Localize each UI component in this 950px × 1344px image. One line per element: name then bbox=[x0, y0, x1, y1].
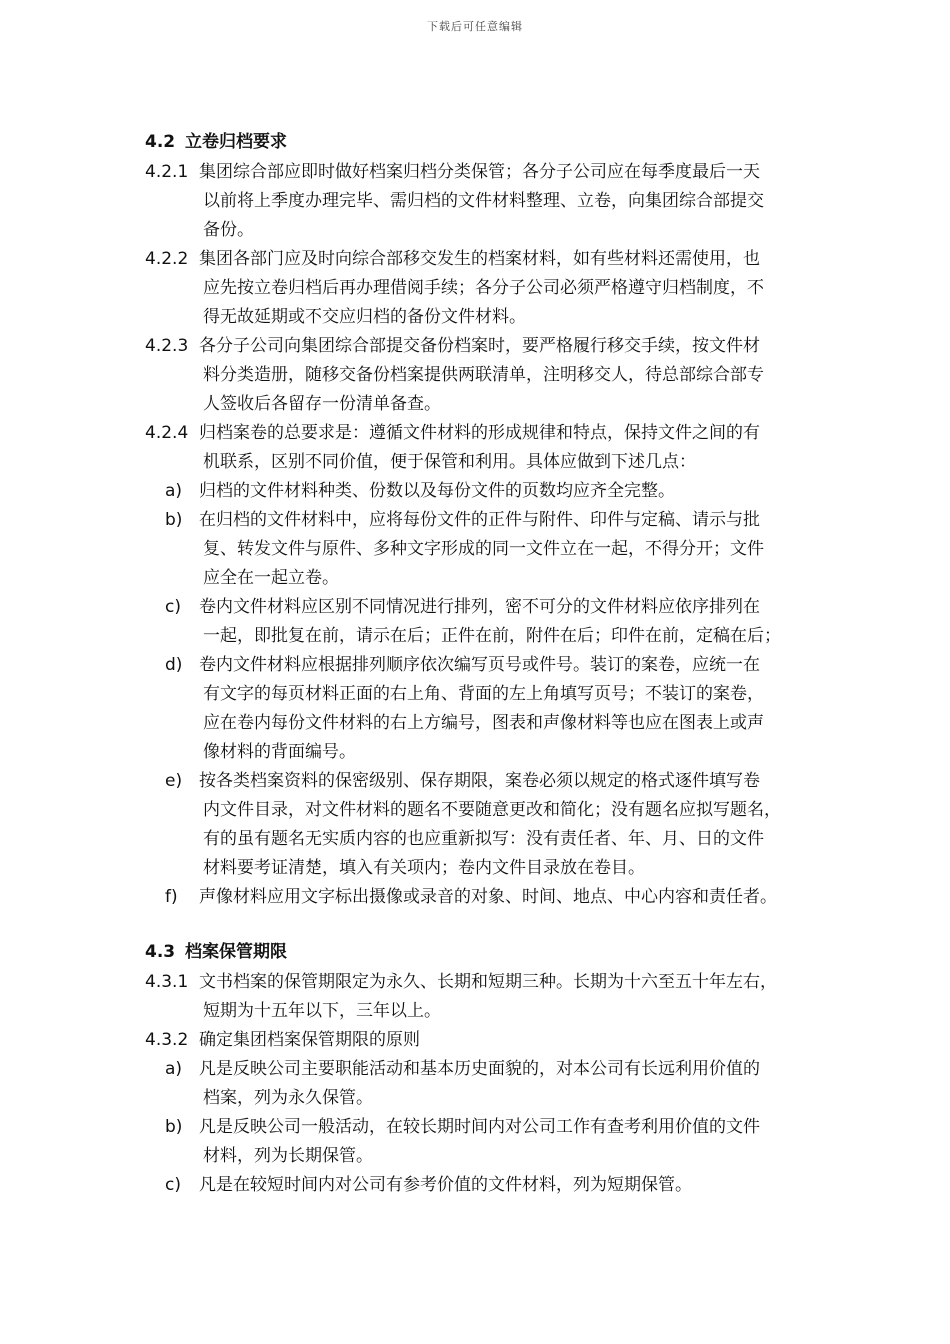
text-line: 像材料的背面编号。 bbox=[203, 742, 356, 762]
text-line: 材料，列为长期保管。 bbox=[203, 1146, 373, 1166]
text-line: 归档的文件材料种类、份数以及每份文件的页数均应齐全完整。 bbox=[199, 481, 675, 501]
list-subitem bbox=[145, 1055, 845, 1113]
text-line: 有的虽有题名无实质内容的也应重新拟写：没有责任者、年、月、日的文件 bbox=[203, 829, 764, 849]
subitem-label: e) bbox=[165, 771, 183, 791]
text-line: 应先按立卷归档后再办理借阅手续；各分子公司必须严格遵守归档制度，不 bbox=[203, 278, 764, 298]
list-subitem bbox=[145, 883, 845, 912]
text-line: 归档案卷的总要求是：遵循文件材料的形成规律和特点，保持文件之间的有 bbox=[199, 423, 760, 443]
subitem-label: d) bbox=[165, 655, 183, 675]
text-line: 卷内文件材料应区别不同情况进行排列，密不可分的文件材料应依序排列在 bbox=[199, 597, 760, 617]
clause-number: 4.3.2 bbox=[145, 1030, 189, 1050]
clause-item bbox=[145, 419, 845, 477]
clause-item bbox=[145, 1026, 845, 1055]
section-4-3-items bbox=[145, 968, 845, 1055]
text-line: 内文件目录，对文件材料的题名不要随意更改和简化；没有题名应拟写题名， bbox=[203, 800, 781, 820]
subitem-label: c) bbox=[165, 1175, 181, 1195]
section-4-2-subitems bbox=[145, 477, 845, 912]
text-line: 卷内文件材料应根据排列顺序依次编写页号或件号。装订的案卷，应统一在 bbox=[199, 655, 760, 675]
section-gap bbox=[145, 912, 845, 938]
section-heading-4-2 bbox=[145, 128, 845, 158]
text-line: 以前将上季度办理完毕、需归档的文件材料整理、立卷，向集团综合部提交 bbox=[203, 191, 764, 211]
section-number: 4.3 bbox=[145, 942, 176, 962]
text-line: 按各类档案资料的保密级别、保存期限，案卷必须以规定的格式逐件填写卷 bbox=[199, 771, 760, 791]
subitem-label: c) bbox=[165, 597, 181, 617]
clause-number: 4.3.1 bbox=[145, 972, 189, 992]
section-4-2-items bbox=[145, 158, 845, 477]
section-heading-4-3 bbox=[145, 938, 845, 968]
text-line: 应全在一起立卷。 bbox=[203, 568, 339, 588]
text-line: 各分子公司向集团综合部提交备份档案时，要严格履行移交手续，按文件材 bbox=[199, 336, 760, 356]
list-subitem bbox=[145, 767, 845, 883]
text-line: 得无故延期或不交应归档的备份文件材料。 bbox=[203, 307, 526, 327]
text-line: 档案，列为永久保管。 bbox=[203, 1088, 373, 1108]
text-line: 人签收后各留存一份清单备查。 bbox=[203, 394, 441, 414]
section-title: 档案保管期限 bbox=[185, 942, 287, 962]
subitem-label: f) bbox=[165, 887, 178, 907]
section-4-3-subitems bbox=[145, 1055, 845, 1200]
clause-item bbox=[145, 245, 845, 332]
text-line: 集团各部门应及时向综合部移交发生的档案材料，如有些材料还需使用，也 bbox=[199, 249, 760, 269]
clause-item bbox=[145, 968, 845, 1026]
text-line: 有文字的每页材料正面的右上角、背面的左上角填写页号；不装订的案卷， bbox=[203, 684, 764, 704]
clause-number: 4.2.4 bbox=[145, 423, 189, 443]
text-line: 确定集团档案保管期限的原则 bbox=[199, 1030, 420, 1050]
section-number: 4.2 bbox=[145, 132, 176, 152]
clause-item bbox=[145, 332, 845, 419]
text-line: 凡是反映公司主要职能活动和基本历史面貌的，对本公司有长远利用价值的 bbox=[199, 1059, 760, 1079]
list-subitem bbox=[145, 477, 845, 506]
text-line: 凡是反映公司一般活动，在较长期时间内对公司工作有查考利用价值的文件 bbox=[199, 1117, 760, 1137]
text-line: 凡是在较短时间内对公司有参考价值的文件材料，列为短期保管。 bbox=[199, 1175, 692, 1195]
text-line: 一起，即批复在前，请示在后；正件在前，附件在后；印件在前，定稿在后； bbox=[203, 626, 781, 646]
text-line: 料分类造册，随移交备份档案提供两联清单，注明移交人，待总部综合部专 bbox=[203, 365, 764, 385]
subitem-label: b) bbox=[165, 1117, 183, 1137]
clause-item bbox=[145, 158, 845, 245]
text-line: 文书档案的保管期限定为永久、长期和短期三种。长期为十六至五十年左右， bbox=[199, 972, 777, 992]
page-header-note: 下载后可任意编辑 bbox=[427, 20, 523, 33]
subitem-label: a) bbox=[165, 1059, 183, 1079]
clause-number: 4.2.3 bbox=[145, 336, 189, 356]
subitem-label: b) bbox=[165, 510, 183, 530]
document-body bbox=[145, 128, 845, 1200]
text-line: 复、转发文件与原件、多种文字形成的同一文件立在一起，不得分开；文件 bbox=[203, 539, 764, 559]
text-line: 声像材料应用文字标出摄像或录音的对象、时间、地点、中心内容和责任者。 bbox=[199, 887, 777, 907]
text-line: 在归档的文件材料中，应将每份文件的正件与附件、印件与定稿、请示与批 bbox=[199, 510, 760, 530]
clause-number: 4.2.1 bbox=[145, 162, 189, 182]
text-line: 材料要考证清楚，填入有关项内；卷内文件目录放在卷目。 bbox=[203, 858, 645, 878]
subitem-label: a) bbox=[165, 481, 183, 501]
list-subitem bbox=[145, 593, 845, 651]
list-subitem bbox=[145, 1113, 845, 1171]
text-line: 应在卷内每份文件材料的右上方编号，图表和声像材料等也应在图表上或声 bbox=[203, 713, 764, 733]
list-subitem bbox=[145, 1171, 845, 1200]
section-title: 立卷归档要求 bbox=[185, 132, 287, 152]
list-subitem bbox=[145, 651, 845, 767]
list-subitem bbox=[145, 506, 845, 593]
text-line: 机联系，区别不同价值，便于保管和利用。具体应做到下述几点： bbox=[203, 452, 696, 472]
clause-number: 4.2.2 bbox=[145, 249, 189, 269]
text-line: 短期为十五年以下，三年以上。 bbox=[203, 1001, 441, 1021]
text-line: 备份。 bbox=[203, 220, 254, 240]
text-line: 集团综合部应即时做好档案归档分类保管；各分子公司应在每季度最后一天 bbox=[199, 162, 760, 182]
